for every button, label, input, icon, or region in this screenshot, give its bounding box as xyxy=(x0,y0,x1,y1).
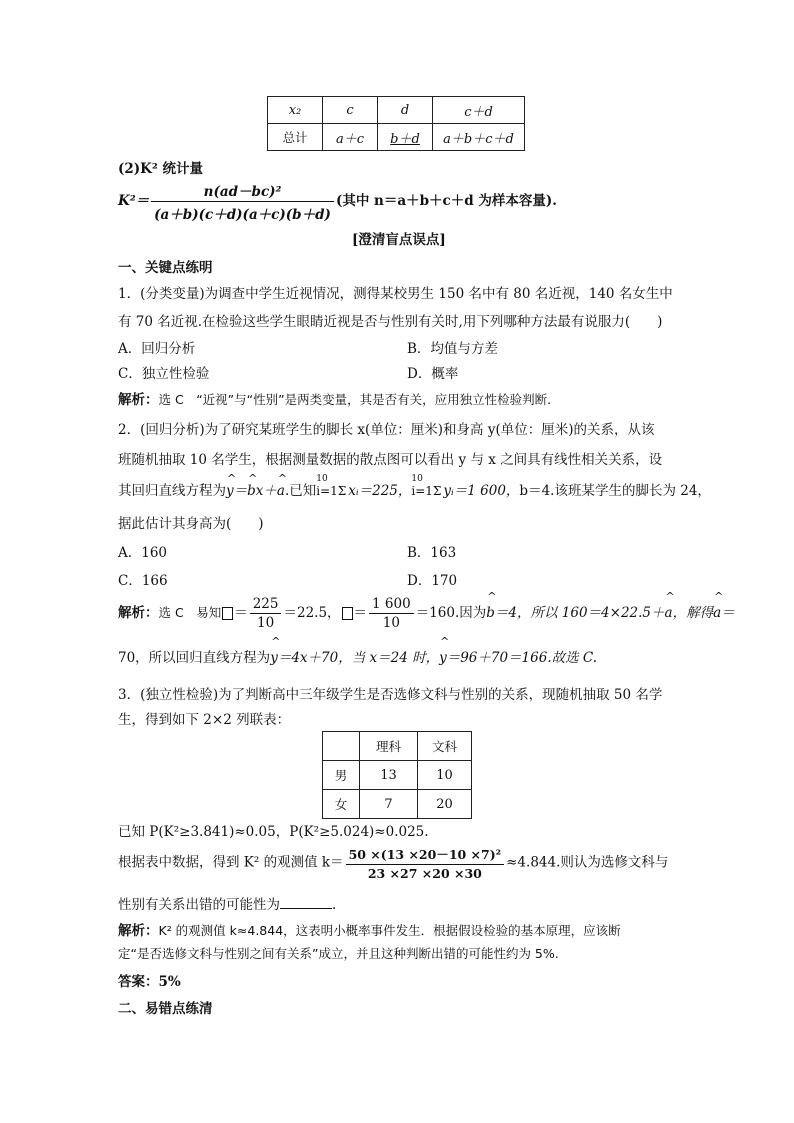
table-cell: 13 xyxy=(360,761,418,790)
x-bar-symbol xyxy=(222,607,233,620)
table-cell: c xyxy=(323,97,378,124)
part2-title: 二、易错点练清 xyxy=(118,1001,213,1017)
table-cell: 10 xyxy=(418,761,472,790)
table-cell: x₂ xyxy=(268,97,323,124)
table-cell: a＋c xyxy=(323,124,378,151)
table-cell: 总计 xyxy=(268,124,323,151)
table-cell: c＋d xyxy=(433,97,525,124)
q3-line2: 生，得到如下 2×2 列联表： xyxy=(118,712,291,728)
q1-line1: 1．(分类变量)为调查中学生近视情况，测得某校男生 150 名中有 80 名近视，140 名女生中 xyxy=(118,286,673,302)
k2-heading: (2)K² 统计量 xyxy=(118,161,204,177)
q3-solution-line1: 解析：K² 的观测值 k≈4.844，这表明小概率事件发生．根据假设检验的基本原理，应该断 xyxy=(118,923,621,939)
q1-line2: 有 70 名近视.在检验这些学生眼睛近视是否与性别有关时,用下列哪种方法最有说服力( ) xyxy=(118,314,663,330)
q2-option-a: A．160 xyxy=(118,545,168,561)
q2-line3: 其回归直线方程为^ y＝^ bx＋^ a.已知 10 i=1Σ xᵢ＝225， 10 i=1Σ yᵢ＝1 600，b＝4.该班某学生的脚长为 24， xyxy=(118,479,711,499)
table-row xyxy=(323,761,472,790)
table-row xyxy=(323,790,472,819)
table-cell: 理科 xyxy=(360,732,418,761)
table-cell: 7 xyxy=(360,790,418,819)
k2-formula: K²＝ $\frac{\text{n(ad－bc)²}}{(a+b)(c+d)(a+c)(b+d)}$ (其中 n＝a＋b＋c＋d 为样本容量). xyxy=(118,180,557,223)
q3-calc: 根据表中数据，得到 K² 的观测值 k＝ $\frac{\text{50 ×(13 ×20－10 ×7)²}}{23 \times 27 \times 20 \times 30}$ ≈4.844.则认为选修文科与 xyxy=(118,847,669,881)
table-cell: 男 xyxy=(323,761,360,790)
q3-solution-line2: 定“是否选修文科与性别之间有关系”成立，并且这种判断出错的可能性约为 5%. xyxy=(118,946,559,961)
table-cell: d xyxy=(378,97,433,124)
q3-question-end: 性别有关系出错的可能性为 . xyxy=(118,897,337,913)
q2-option-d: D．170 xyxy=(407,573,458,589)
q3-answer: 答案：5% xyxy=(118,974,181,990)
q2-line4: 据此估计其身高为( ) xyxy=(118,516,264,532)
table-cell xyxy=(323,732,360,761)
answer-blank xyxy=(280,908,332,909)
table-cell: 文科 xyxy=(418,732,472,761)
section-title: [澄清盲点误点] xyxy=(352,232,446,248)
table-cell: 20 xyxy=(418,790,472,819)
table-cell: a＋b＋c＋d xyxy=(433,124,525,151)
q1-option-d: D．概率 xyxy=(407,366,459,382)
table-cell: 女 xyxy=(323,790,360,819)
q1-option-b: B．均值与方差 xyxy=(407,341,498,357)
q1-option-a: A．回归分析 xyxy=(118,341,196,357)
q2-option-c: C．166 xyxy=(118,573,168,589)
q3-known: 已知 P(K²≥3.841)≈0.05，P(K²≥5.024)≈0.025. xyxy=(118,824,429,840)
q2-solution-line1: 解析：选 C 易知 ＝ $\frac{225}{10}$ ＝22.5， ＝ $\frac{1 600}{10}$ ＝160.因为^ b＝4，所以 160＝4×22.5＋^ a，解得^ a＝ xyxy=(118,596,735,631)
contingency-table-2x2 xyxy=(322,731,472,819)
q3-line1: 3．(独立性检验)为了判断高中三年级学生是否选修文科与性别的关系，现随机抽取 50 名学 xyxy=(118,687,663,703)
q1-solution: 解析：选 C “近视”与“性别”是两类变量，其是否有关，应用独立性检验判断. xyxy=(118,392,552,408)
q2-line1: 2．(回归分析)为了研究某班学生的脚长 x(单位：厘米)和身高 y(单位：厘米)的关系，从该 xyxy=(118,422,655,438)
q2-option-b: B．163 xyxy=(407,545,457,561)
q1-option-c: C．独立性检验 xyxy=(118,366,210,382)
table-cell: b＋d xyxy=(378,124,433,151)
q2-line2: 班随机抽取 10 名学生，根据测量数据的散点图可以看出 y 与 x 之间具有线性相关关系，设 xyxy=(118,452,663,468)
y-bar-symbol xyxy=(342,607,353,620)
part1-title: 一、关键点练明 xyxy=(118,260,213,276)
contingency-table-totals xyxy=(267,96,525,151)
q2-solution-line2: 70，所以回归直线方程为^ y＝4x＋70，当 x＝24 时，^ y＝96＋70＝166.故选 C. xyxy=(118,646,597,666)
